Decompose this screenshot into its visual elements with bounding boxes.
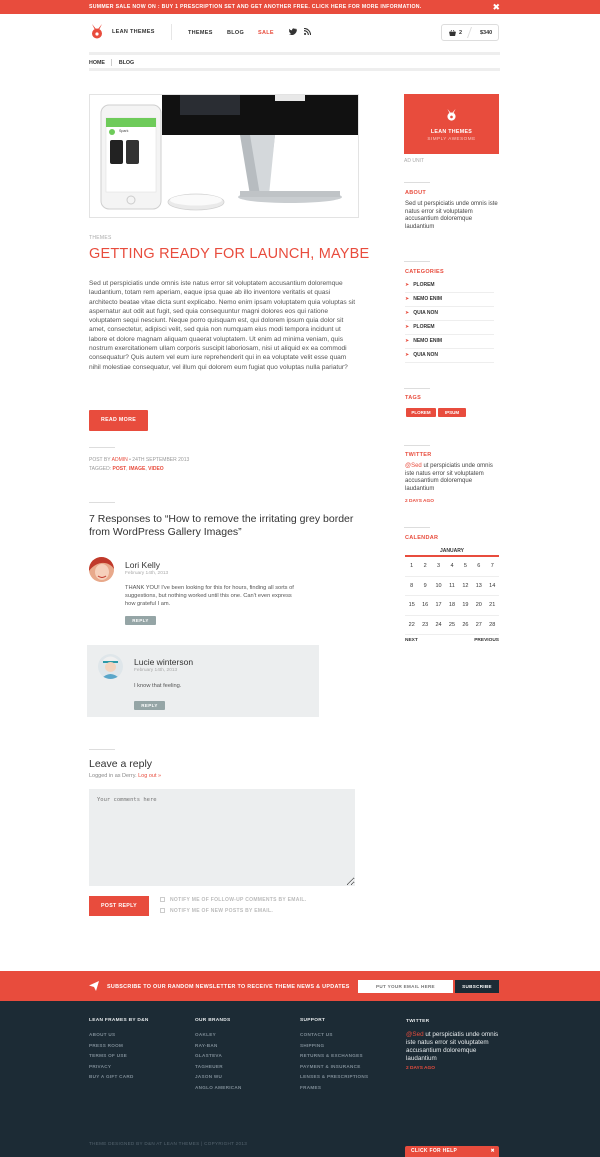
- read-more-button[interactable]: READ MORE: [89, 410, 148, 431]
- footer-tweet-handle[interactable]: @Sed: [406, 1031, 424, 1038]
- cart-summary[interactable]: [441, 24, 499, 41]
- tweet-text: [405, 463, 500, 494]
- footer-link[interactable]: RAY-BAN: [195, 1042, 218, 1048]
- tweet-body: ut perspiciatis unde omnis iste natus error sit voluptatem accusantium doloremque laudantium: [405, 463, 493, 493]
- calendar-day[interactable]: 24: [435, 621, 442, 628]
- nav-sale[interactable]: SALE: [258, 30, 274, 36]
- calendar-day[interactable]: 26: [462, 621, 469, 628]
- calendar-day[interactable]: 28: [489, 621, 496, 628]
- calendar-day[interactable]: 6: [477, 563, 481, 569]
- comment-date: February 14th, 2013: [125, 571, 169, 576]
- calendar-nav: [405, 638, 499, 643]
- calendar-day[interactable]: 10: [435, 582, 442, 589]
- calendar-day[interactable]: 20: [475, 602, 482, 608]
- newsletter-email-input[interactable]: [358, 980, 453, 993]
- calendar-widget: [405, 546, 499, 643]
- meta-date: 24TH SEPTEMBER 2013: [132, 457, 190, 463]
- notify-posts-option[interactable]: [160, 908, 273, 914]
- post-meta-tags: TAGGED: POST, IMAGE, VIDEO: [89, 466, 164, 472]
- footer-link[interactable]: RETURNS & EXCHANGES: [300, 1053, 363, 1058]
- footer-link[interactable]: PRIVACY: [89, 1063, 112, 1069]
- logout-link[interactable]: Log out »: [138, 773, 162, 779]
- category-link[interactable]: [405, 279, 494, 293]
- meta-rule: [89, 447, 115, 448]
- category-label: QUIA NON: [413, 352, 439, 358]
- category-label: NEMO ENIM: [413, 338, 443, 344]
- sidebar-rule: [404, 388, 430, 389]
- ad-subtitle: SIMPLY AWESOME: [427, 136, 476, 141]
- footer-link[interactable]: ANGLO AMERICAN: [195, 1084, 242, 1090]
- comment-author[interactable]: Lori Kelly: [125, 560, 160, 570]
- calendar-week: [405, 577, 499, 597]
- arrow-right-icon: ➤: [405, 282, 410, 288]
- rabbit-logo-icon: [445, 108, 458, 121]
- nested-comment: [87, 645, 319, 717]
- comment-date: February 14th, 2013: [134, 668, 178, 673]
- twitter-icon[interactable]: [289, 28, 297, 35]
- header-divider: [171, 24, 172, 40]
- logged-in-text: [89, 773, 161, 779]
- arrow-right-icon: ➤: [405, 310, 410, 316]
- meta-tag-link[interactable]: POST: [112, 466, 127, 472]
- commenter-photo: [98, 654, 123, 679]
- devices-illustration: [90, 95, 359, 218]
- about-heading: ABOUT: [405, 190, 427, 196]
- footer-link[interactable]: SHIPPING: [300, 1042, 325, 1048]
- comment-textarea[interactable]: [89, 789, 355, 886]
- sidebar-rule: [404, 182, 430, 183]
- arrow-right-icon: ➤: [405, 324, 410, 330]
- logged-in-prefix: Logged in as Derry.: [89, 773, 137, 779]
- post-body: Sed ut perspiciatis unde omnis iste natus error sit voluptatem accusantium doloremque laudantium, totam rem aperiam, eaque ipsa quae ab illo inventore veritatis et quasi architecto beatae vitae dicta sunt explicabo. Nemo enim ipsam voluptatem quia voluptas sit aspernatur aut odit aut fugit, sed quia consequuntur magni dolores eos qui ratione voluptatem sequi nesciunt. Neque porro quisquam est, qui dolorem ipsum quia dolor sit amet, consectetur, adipisci velit, sed quia non numquam eius modi tempora incidunt ut labore et dolore magnam aliquam quaerat voluptatem. Ut enim ad minima veniam, quis nostrum exercitationem ullam corporis suscipit laboriosam, nisi ut aliquid ex ea commodi consequatur? Quis autem vel eum iure reprehenderit qui in ea voluptate velit esse quam nihil molestiae consequatur, vel illum qui dolorem eum fugiat quo voluptas nulla pariatur?: [89, 280, 356, 371]
- paper-plane-icon: [89, 981, 99, 991]
- nav-themes[interactable]: THEMES: [188, 30, 213, 36]
- footer-link[interactable]: PAYMENT & INSURANCE: [300, 1063, 361, 1069]
- twitter-heading: TWITTER: [405, 452, 432, 458]
- ad-label: AD UNIT: [404, 158, 424, 164]
- copyright: THEME DESIGNED BY D&N AT LEAN THEMES | COPYRIGHT 2013: [89, 1141, 248, 1146]
- post-title[interactable]: GETTING READY FOR LAUNCH, MAYBE: [89, 246, 370, 262]
- notify-followup-label: NOTIFY ME OF FOLLOW-UP COMMENTS BY EMAIL.: [170, 897, 307, 903]
- category-link[interactable]: [405, 293, 494, 307]
- basket-icon: [449, 30, 456, 36]
- post-category[interactable]: THEMES: [89, 235, 112, 241]
- reply-button[interactable]: REPLY: [134, 701, 165, 710]
- arrow-right-icon: ➤: [405, 296, 410, 302]
- calendar-next[interactable]: NEXT: [405, 638, 418, 643]
- cart-total: $340: [480, 30, 493, 36]
- footer-link[interactable]: FRAMES: [300, 1084, 322, 1090]
- footer-link[interactable]: ABOUT US: [89, 1032, 116, 1037]
- calendar-day[interactable]: 23: [422, 621, 429, 628]
- footer-link[interactable]: PRESS ROOM: [89, 1042, 124, 1048]
- close-icon[interactable]: ✖: [492, 2, 500, 12]
- breadcrumb-blog[interactable]: BLOG: [118, 60, 135, 66]
- calendar-day[interactable]: 5: [463, 563, 467, 569]
- footer-col-heading: OUR BRANDS: [195, 1018, 231, 1023]
- calendar-day[interactable]: 25: [448, 621, 456, 628]
- rss-icon[interactable]: [304, 28, 311, 35]
- categories-heading: CATEGORIES: [405, 269, 444, 275]
- footer-tweet-date: 2 DAYS AGO: [406, 1066, 435, 1071]
- calendar-day[interactable]: 14: [489, 582, 496, 589]
- footer-col-heading: LEAN FRAMES BY D&N: [89, 1018, 149, 1023]
- footer-col-heading: SUPPORT: [300, 1018, 326, 1023]
- help-button[interactable]: [405, 1146, 499, 1157]
- footer-link[interactable]: TERMS OF USE: [89, 1053, 128, 1058]
- meta-sep: •: [129, 457, 131, 463]
- commenter-photo: [89, 557, 114, 582]
- avatar[interactable]: [89, 557, 114, 582]
- post-meta-author: [89, 457, 189, 463]
- notify-followup-checkbox[interactable]: [160, 897, 165, 902]
- calendar-day[interactable]: 8: [410, 582, 414, 589]
- tweet-handle[interactable]: @Sed: [405, 463, 422, 469]
- calendar-previous[interactable]: PREVIOUS: [474, 638, 499, 643]
- category-label: NEMO ENIM: [413, 296, 443, 302]
- calendar-month: JANUARY: [405, 546, 499, 557]
- calendar-day[interactable]: 16: [422, 602, 429, 608]
- ad-unit[interactable]: [404, 94, 499, 154]
- category-link[interactable]: [405, 307, 494, 321]
- comment-text: I know that feeling.: [134, 683, 182, 689]
- rabbit-logo-icon[interactable]: [89, 23, 105, 39]
- calendar-day[interactable]: 7: [490, 563, 494, 569]
- category-link[interactable]: [405, 335, 494, 349]
- footer-link[interactable]: GLASTEVA: [195, 1053, 223, 1058]
- comment-author[interactable]: Lucie winterson: [134, 657, 194, 667]
- nav-blog[interactable]: BLOG: [227, 30, 245, 36]
- about-text: Sed ut perspiciatis unde omnis iste natus error sit voluptatem accusantium doloremque laudantium: [405, 201, 498, 231]
- reply-heading: Leave a reply: [89, 758, 153, 770]
- category-link[interactable]: [405, 321, 494, 335]
- promo-text[interactable]: SUMMER SALE NOW ON : BUY 1 PRESCRIPTION SET AND GET ANOTHER FREE. CLICK HERE FOR MORE INFORMATION.: [89, 4, 422, 10]
- ad-title: LEAN THEMES: [430, 129, 473, 135]
- calendar-day[interactable]: 11: [449, 582, 455, 589]
- notify-posts-checkbox[interactable]: [160, 908, 165, 913]
- comments-rule: [89, 502, 115, 503]
- meta-tag-link[interactable]: VIDEO: [148, 466, 164, 472]
- notify-posts-label: NOTIFY ME OF NEW POSTS BY EMAIL.: [170, 908, 274, 914]
- footer-link[interactable]: OAKLEY: [195, 1032, 216, 1037]
- tag-link[interactable]: PLOREM: [406, 408, 436, 417]
- reply-button[interactable]: REPLY: [125, 616, 156, 625]
- breadcrumb: [89, 58, 500, 71]
- calendar-day[interactable]: 1: [410, 563, 414, 569]
- sidebar-rule: [404, 527, 430, 528]
- close-icon[interactable]: ✖: [490, 1148, 495, 1154]
- comment-text: THANK YOU! I've been looking for this for hours, finding all sorts of suggestions, but nothing worked until this one. Can't even express how grateful I am.: [125, 585, 294, 607]
- comments-heading: 7 Responses to “How to remove the irritating grey border from WordPress Gallery Images”: [89, 513, 354, 538]
- footer: [0, 1001, 600, 1157]
- cart-count: 2: [459, 30, 463, 36]
- breadcrumb-separator: [111, 59, 112, 66]
- calendar-day[interactable]: 17: [435, 602, 442, 608]
- cart-divider: [467, 27, 472, 38]
- help-label: CLICK FOR HELP: [411, 1148, 458, 1154]
- header-rule: [89, 52, 500, 55]
- calendar-day[interactable]: 2: [423, 563, 427, 569]
- notify-followup-option[interactable]: [160, 897, 306, 903]
- calendar-day[interactable]: 18: [448, 602, 456, 608]
- calendar-day[interactable]: 3: [437, 563, 441, 569]
- calendar-week: [405, 596, 499, 616]
- calendar-week: [405, 616, 499, 636]
- calendar-week: [405, 557, 499, 577]
- meta-tag-link[interactable]: IMAGE: [128, 466, 146, 472]
- post-reply-button[interactable]: POST REPLY: [89, 896, 149, 916]
- arrow-right-icon: ➤: [405, 352, 410, 358]
- footer-link[interactable]: CONTACT US: [300, 1032, 333, 1037]
- arrow-right-icon: ➤: [405, 338, 410, 344]
- post-hero-image[interactable]: [89, 94, 359, 218]
- avatar[interactable]: [98, 654, 123, 679]
- subscribe-button[interactable]: SUBSCRIBE: [455, 980, 499, 993]
- breadcrumb-home[interactable]: HOME: [89, 60, 105, 66]
- footer-tweet: [406, 1031, 501, 1063]
- sidebar-rule: [404, 445, 430, 446]
- footer-tweet-body: ut perspiciatis unde omnis iste natus error sit voluptatem accusantium doloremque laudantium: [406, 1031, 499, 1062]
- calendar-day[interactable]: 12: [462, 582, 469, 589]
- reply-rule: [89, 749, 115, 750]
- footer-link[interactable]: BUY A GIFT CARD: [89, 1074, 134, 1079]
- category-label: PLOREM: [413, 324, 435, 330]
- tweet-date: 2 DAYS AGO: [405, 499, 434, 504]
- promo-banner[interactable]: [0, 0, 600, 14]
- calendar-day[interactable]: 19: [462, 602, 469, 608]
- category-label: QUIA NON: [413, 310, 439, 316]
- meta-posted-prefix: POST BY: [89, 457, 111, 463]
- newsletter-text: SUBSCRIBE TO OUR RANDOM NEWSLETTER TO RECEIVE THEME NEWS & UPDATES: [107, 984, 350, 990]
- calendar-day[interactable]: 22: [408, 621, 415, 628]
- hero-app-label: Spark: [119, 129, 129, 133]
- sidebar-rule: [404, 261, 430, 262]
- footer-link[interactable]: LENSES & PRESCRIPTIONS: [300, 1074, 369, 1079]
- meta-author[interactable]: ADMIN: [111, 457, 128, 463]
- category-label: PLOREM: [413, 282, 435, 288]
- meta-tagged-prefix: TAGGED:: [89, 466, 112, 472]
- tag-link[interactable]: IPSUM: [438, 408, 466, 417]
- calendar-heading: CALENDAR: [405, 535, 439, 541]
- footer-twitter-heading: TWITTER: [406, 1019, 430, 1024]
- footer-link[interactable]: JASON WU: [195, 1074, 223, 1079]
- calendar-day[interactable]: 4: [450, 563, 454, 569]
- footer-link[interactable]: TAGHEUER: [195, 1063, 223, 1069]
- calendar-day[interactable]: 27: [475, 621, 482, 628]
- brand-name[interactable]: LEAN THEMES: [112, 29, 155, 35]
- tags-heading: TAGS: [405, 395, 422, 401]
- calendar-day[interactable]: 21: [489, 602, 496, 608]
- calendar-day[interactable]: 9: [423, 582, 427, 589]
- calendar-day[interactable]: 13: [475, 582, 482, 589]
- calendar-day[interactable]: 15: [408, 602, 415, 608]
- category-link[interactable]: [405, 349, 494, 363]
